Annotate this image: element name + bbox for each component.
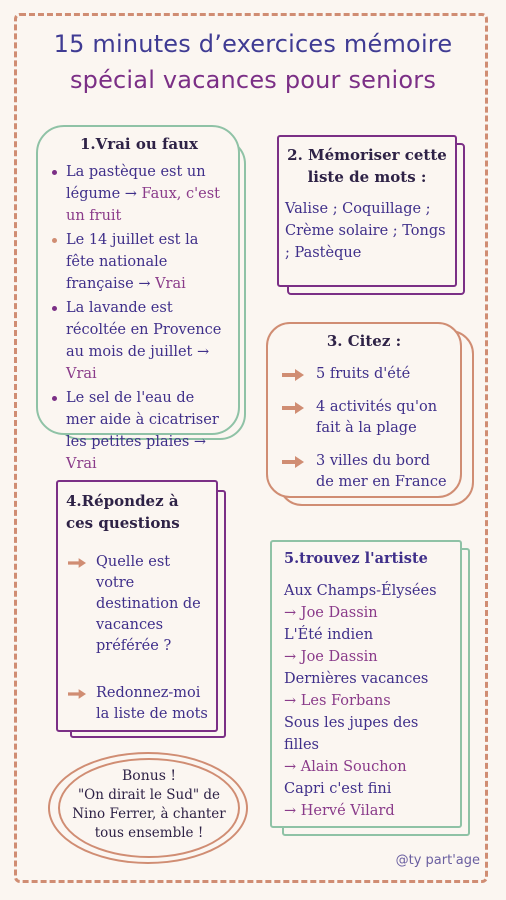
box5-heading: 5.trouvez l'artiste [284, 550, 428, 567]
statement: Le sel de l'eau de mer aide à cicatriser les petites plaies → [66, 390, 219, 450]
bonus-heading: Bonus ! [121, 768, 176, 784]
song-title: Aux Champs-Élysées [284, 583, 437, 599]
box3-heading: 3. Citez : [326, 332, 402, 350]
bonus-text: "On dirait le Sud" de Nino Ferrer, à chanter tous ensemble ! [72, 787, 226, 841]
song-artist: → Joe Dassin [284, 649, 378, 665]
list-item [66, 683, 208, 725]
box4-repondez [56, 480, 218, 732]
statement: La lavande est récoltée en Provence au mois de juillet → [66, 300, 222, 360]
bonus-oval [58, 758, 240, 858]
bullet-icon [52, 306, 57, 311]
box1-heading: 1.Vrai ou faux [80, 135, 198, 153]
song-title: L'Été indien [284, 627, 374, 643]
question: Redonnez-moi la liste de mots [96, 685, 208, 722]
list-item [50, 297, 228, 385]
box2-memoriser [277, 135, 457, 287]
song-title: Capri c'est fini [284, 781, 392, 797]
cite-item: 3 villes du bord de mer en France [316, 453, 447, 490]
true-false-list [50, 161, 228, 475]
cite-item: 5 fruits d'été [316, 366, 411, 382]
bullet-icon [52, 238, 57, 243]
answer: Vrai [66, 366, 97, 382]
question: Quelle est votre destination de vacances préférée ? [96, 554, 201, 654]
song-title: Sous les jupes des filles [284, 715, 419, 753]
list-item [276, 397, 452, 439]
arrow-right-icon [282, 369, 304, 381]
arrow-right-icon [68, 688, 86, 700]
bullet-icon [52, 396, 57, 401]
footer-credit: @ty part'age [395, 853, 480, 868]
song-artist: → Alain Souchon [284, 759, 407, 775]
list-item [50, 387, 228, 475]
cite-item: 4 activités qu'on fait à la plage [316, 399, 438, 436]
box2-heading-line2: liste de mots : [307, 168, 427, 186]
song-artist: → Hervé Vilard [284, 803, 395, 819]
list-item [276, 451, 452, 493]
box5-trouvez-artiste [270, 540, 462, 828]
answer: Faux, c'est un fruit [66, 186, 220, 224]
arrow-right-icon [68, 557, 86, 569]
answer: Vrai [66, 456, 97, 472]
arrow-right-icon [282, 456, 304, 468]
box4-heading: 4.Répondez à ces questions [66, 492, 180, 532]
song-artist: → Les Forbans [284, 693, 391, 709]
list-item [50, 229, 228, 295]
list-item [276, 364, 452, 385]
song-artist: → Joe Dassin [284, 605, 378, 621]
box3-citez [266, 322, 462, 498]
word-list: Valise ; Coquillage ; Crème solaire ; Tongs ; Pastèque [285, 201, 446, 261]
list-item [50, 161, 228, 227]
arrow-right-icon [282, 402, 304, 414]
answer: Vrai [155, 276, 186, 292]
box2-heading-line1: 2. Mémoriser cette [287, 146, 447, 164]
bullet-icon [52, 170, 57, 175]
statement: Le 14 juillet est la fête nationale française → [66, 232, 199, 292]
song-title: Dernières vacances [284, 671, 429, 687]
list-item [66, 552, 208, 657]
statement: La pastèque est un légume → [66, 164, 206, 202]
page-title-line2: spécial vacances pour seniors [69, 66, 437, 94]
page-title-line1: 15 minutes d’exercices mémoire [53, 30, 453, 58]
box1-vrai-ou-faux [36, 125, 240, 472]
